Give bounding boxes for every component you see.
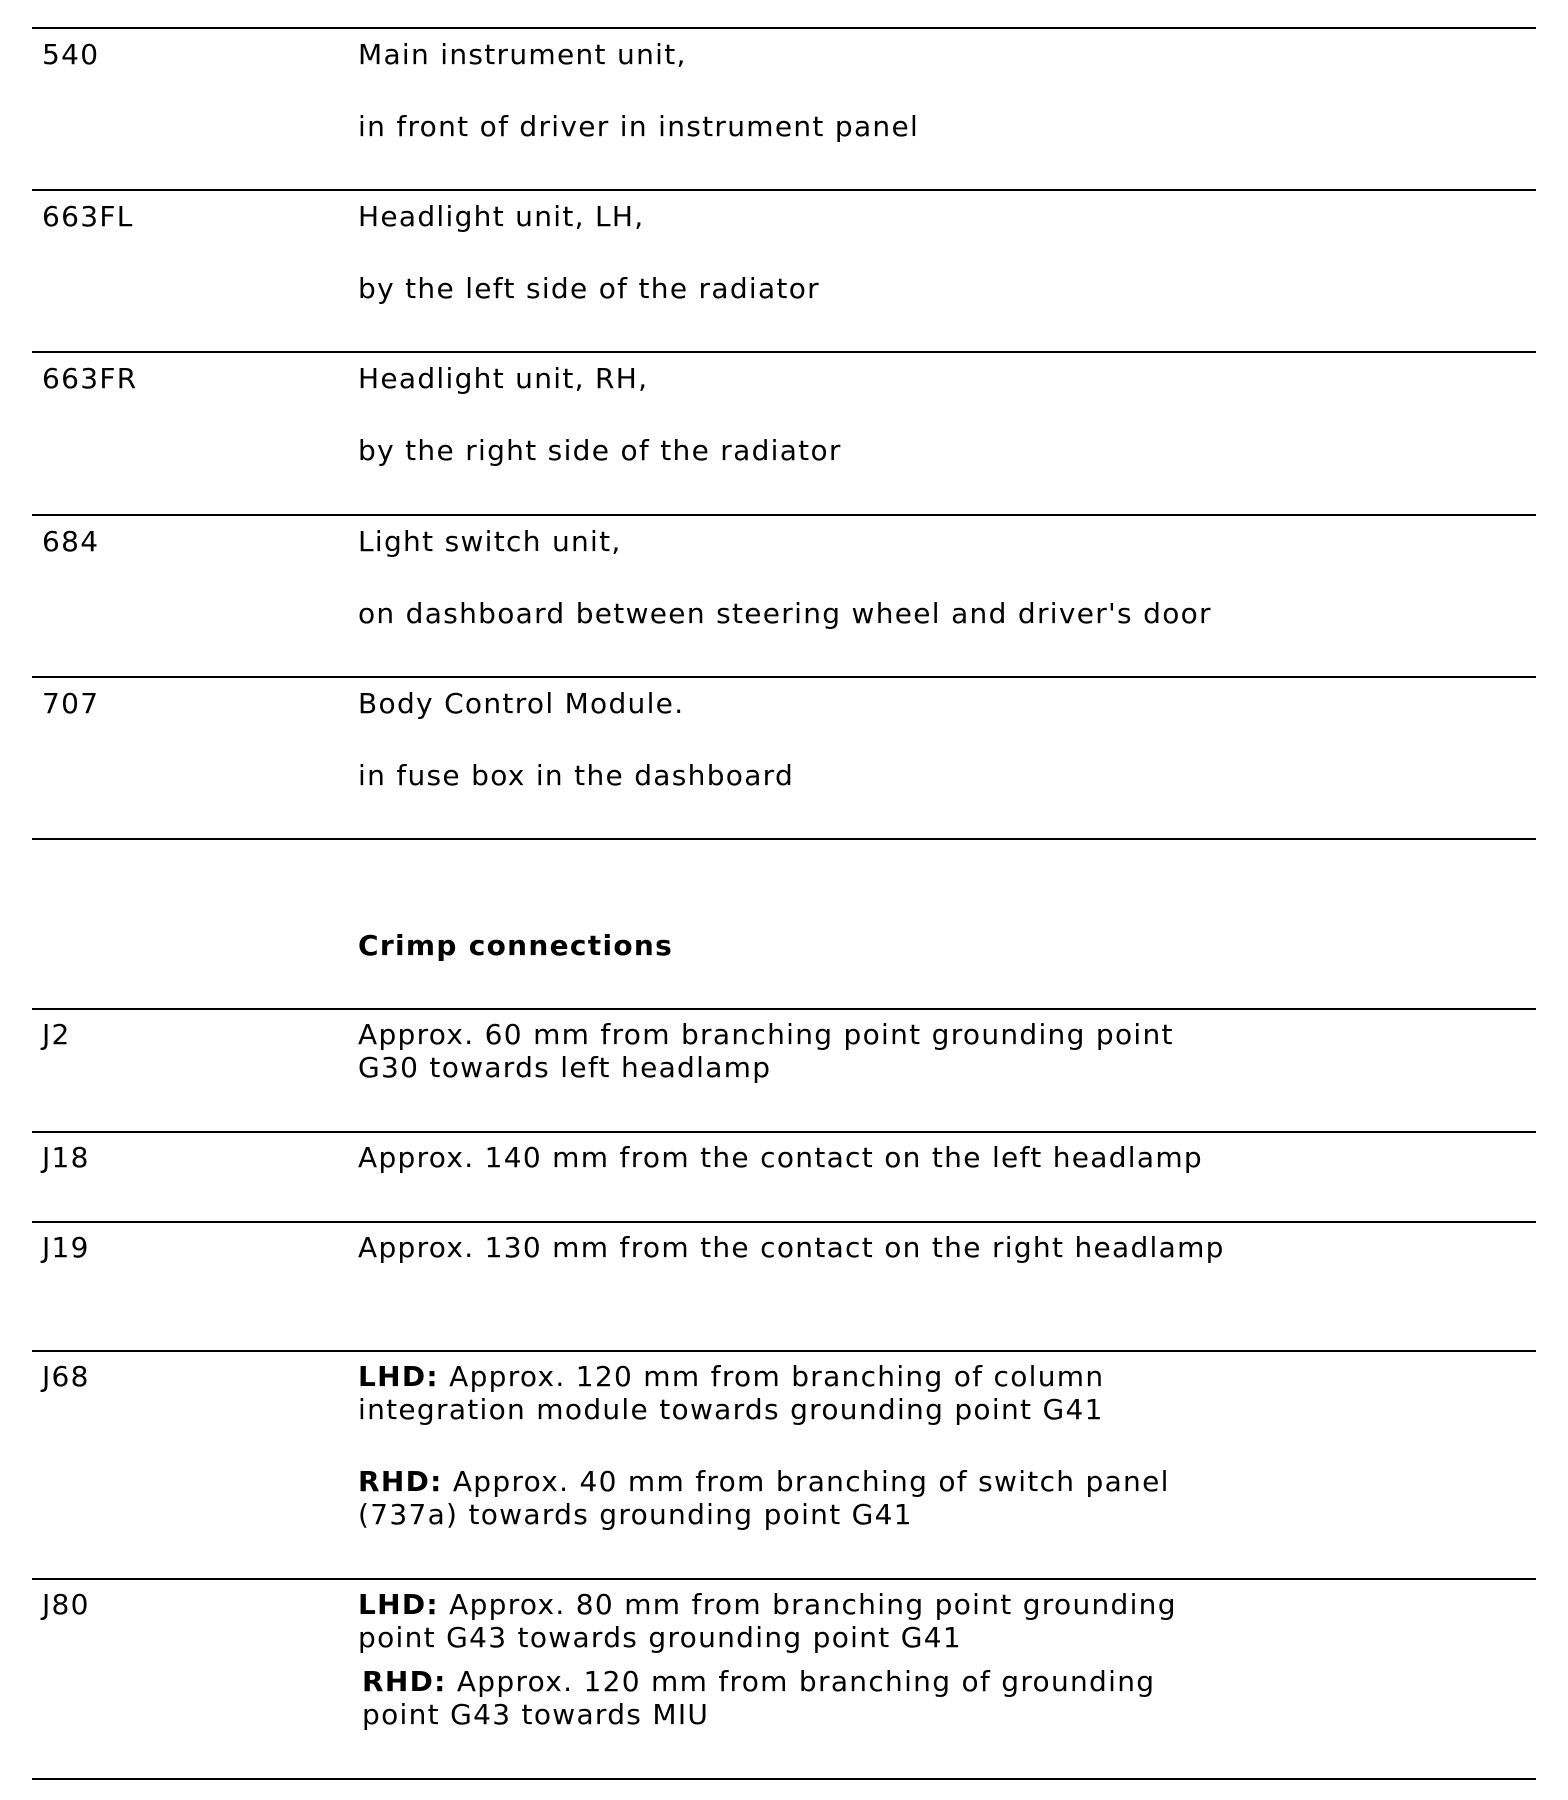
table-rule xyxy=(32,1221,1536,1223)
crimp-description-line: integration module towards grounding point G41 xyxy=(358,1393,1104,1426)
component-location: by the left side of the radiator xyxy=(358,272,820,305)
component-code: 540 xyxy=(42,38,100,71)
table-rule xyxy=(32,1778,1536,1780)
component-name: Light switch unit, xyxy=(358,525,622,558)
component-code: 663FL xyxy=(42,200,134,233)
component-location: in fuse box in the dashboard xyxy=(358,759,795,792)
crimp-code: J18 xyxy=(42,1141,90,1174)
lhd-text: Approx. 80 mm from branching point grounding xyxy=(438,1588,1177,1621)
component-location: in front of driver in instrument panel xyxy=(358,110,920,143)
table-rule xyxy=(32,676,1536,678)
crimp-description-line: G30 towards left headlamp xyxy=(358,1051,772,1084)
crimp-code: J80 xyxy=(42,1588,90,1621)
crimp-description-line: Approx. 140 mm from the contact on the left headlamp xyxy=(358,1141,1203,1174)
component-name: Headlight unit, RH, xyxy=(358,362,649,395)
component-code: 707 xyxy=(42,687,100,720)
component-name: Headlight unit, LH, xyxy=(358,200,645,233)
crimp-code: J19 xyxy=(42,1231,90,1264)
table-rule xyxy=(32,514,1536,516)
component-name: Main instrument unit, xyxy=(358,38,687,71)
crimp-rhd-line xyxy=(362,1665,1155,1698)
crimp-code: J2 xyxy=(42,1018,71,1051)
rhd-label: RHD: xyxy=(358,1465,443,1498)
crimp-description-line: (737a) towards grounding point G41 xyxy=(358,1498,913,1531)
component-location: on dashboard between steering wheel and driver's door xyxy=(358,597,1212,630)
section-heading: Crimp connections xyxy=(358,929,674,962)
table-rule xyxy=(32,1578,1536,1580)
table-rule xyxy=(32,1008,1536,1010)
component-code: 663FR xyxy=(42,362,138,395)
component-code: 684 xyxy=(42,525,100,558)
table-rule xyxy=(32,351,1536,353)
rhd-text: Approx. 120 mm from branching of grounding xyxy=(446,1665,1156,1698)
crimp-lhd-line xyxy=(358,1588,1177,1621)
crimp-lhd-line xyxy=(358,1360,1104,1393)
crimp-rhd-line xyxy=(358,1465,1170,1498)
component-name: Body Control Module. xyxy=(358,687,685,720)
table-rule xyxy=(32,838,1536,840)
lhd-label: LHD: xyxy=(358,1588,439,1621)
lhd-label: LHD: xyxy=(358,1360,439,1393)
crimp-description-line: Approx. 130 mm from the contact on the right headlamp xyxy=(358,1231,1225,1264)
table-rule xyxy=(32,189,1536,191)
crimp-code: J68 xyxy=(42,1360,90,1393)
table-rule xyxy=(32,27,1536,29)
lhd-text: Approx. 120 mm from branching of column xyxy=(438,1360,1105,1393)
component-location: by the right side of the radiator xyxy=(358,434,842,467)
table-rule xyxy=(32,1350,1536,1352)
rhd-text: Approx. 40 mm from branching of switch panel xyxy=(442,1465,1170,1498)
table-rule xyxy=(32,1131,1536,1133)
crimp-description-line: point G43 towards grounding point G41 xyxy=(358,1621,962,1654)
rhd-label: RHD: xyxy=(362,1665,447,1698)
crimp-description-line: Approx. 60 mm from branching point grounding point xyxy=(358,1018,1174,1051)
crimp-description-line: point G43 towards MIU xyxy=(362,1698,710,1731)
